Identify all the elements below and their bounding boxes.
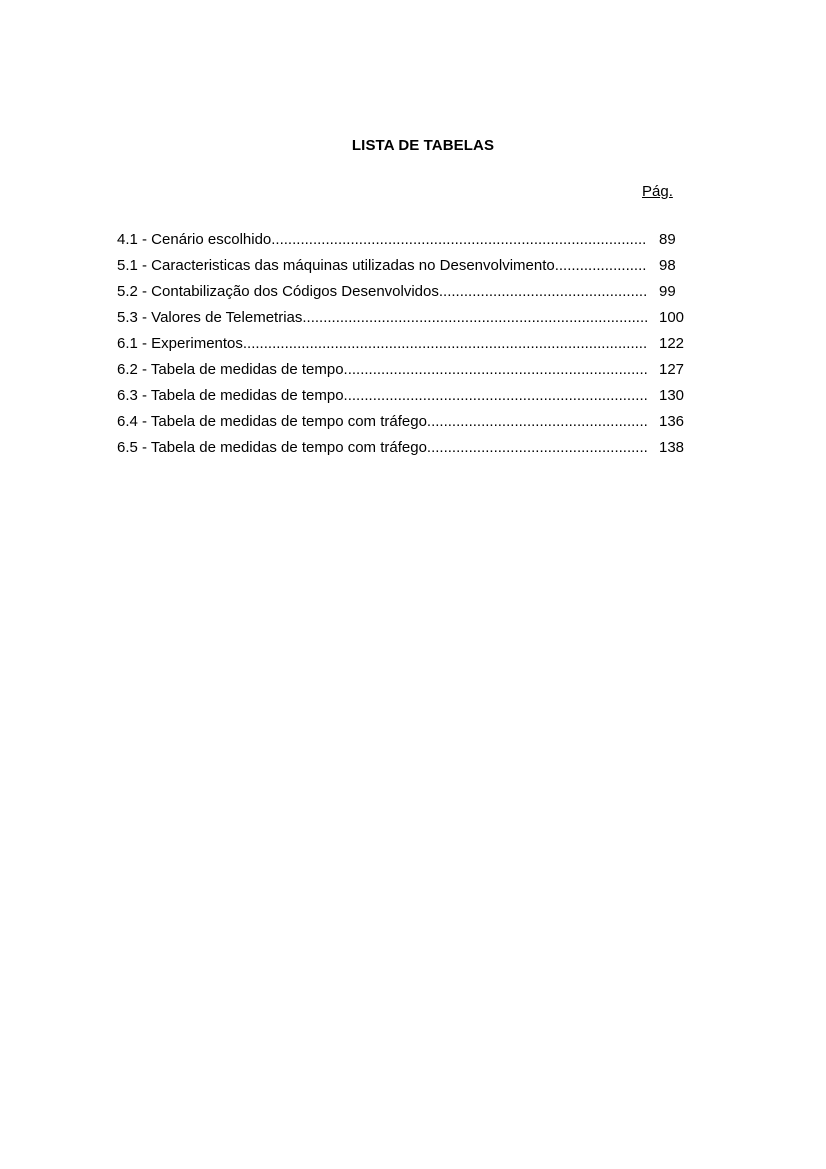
table-list-entry[interactable] [117,227,689,253]
table-list-entry[interactable] [117,409,689,435]
entry-label: 6.2 - Tabela de medidas de tempo [117,361,344,378]
table-list-entry[interactable] [117,435,689,461]
entry-label: 4.1 - Cenário escolhido [117,231,272,248]
entry-label: 6.3 - Tabela de medidas de tempo [117,387,344,404]
dot-leader [271,227,647,253]
entry-label: 6.5 - Tabela de medidas de tempo com tráfego [117,439,427,456]
entry-page-number: 136 [659,413,685,430]
dot-leader [555,253,647,279]
table-list-entry[interactable] [117,331,689,357]
entry-label: 5.3 - Valores de Telemetrias [117,309,303,326]
entry-page-number: 122 [659,335,685,352]
dot-leader [427,409,647,435]
dot-leader [243,331,647,357]
entry-page-number: 138 [659,439,685,456]
entry-label: 5.1 - Caracteristicas das máquinas utilizadas no Desenvolvimento [117,257,555,274]
entry-page-number: 89 [659,231,676,248]
dot-leader [344,383,647,409]
dot-leader [302,305,647,331]
table-list-entry[interactable] [117,279,689,305]
table-list-entry[interactable] [117,305,689,331]
table-list [117,227,689,461]
entry-label: 6.4 - Tabela de medidas de tempo com tráfego [117,413,427,430]
entry-page-number: 98 [659,257,676,274]
dot-leader [427,435,647,461]
page-title: LISTA DE TABELAS [351,137,495,154]
table-list-entry[interactable] [117,383,689,409]
entry-page-number: 100 [659,309,685,326]
dot-leader [439,279,647,305]
page-column-label: Pág. [642,183,673,200]
entry-label: 6.1 - Experimentos [117,335,243,352]
entry-page-number: 130 [659,387,685,404]
entry-label: 5.2 - Contabilização dos Códigos Desenvolvidos [117,283,439,300]
table-list-entry[interactable] [117,357,689,383]
table-list-entry[interactable] [117,253,689,279]
entry-page-number: 127 [659,361,685,378]
entry-page-number: 99 [659,283,676,300]
dot-leader [344,357,647,383]
